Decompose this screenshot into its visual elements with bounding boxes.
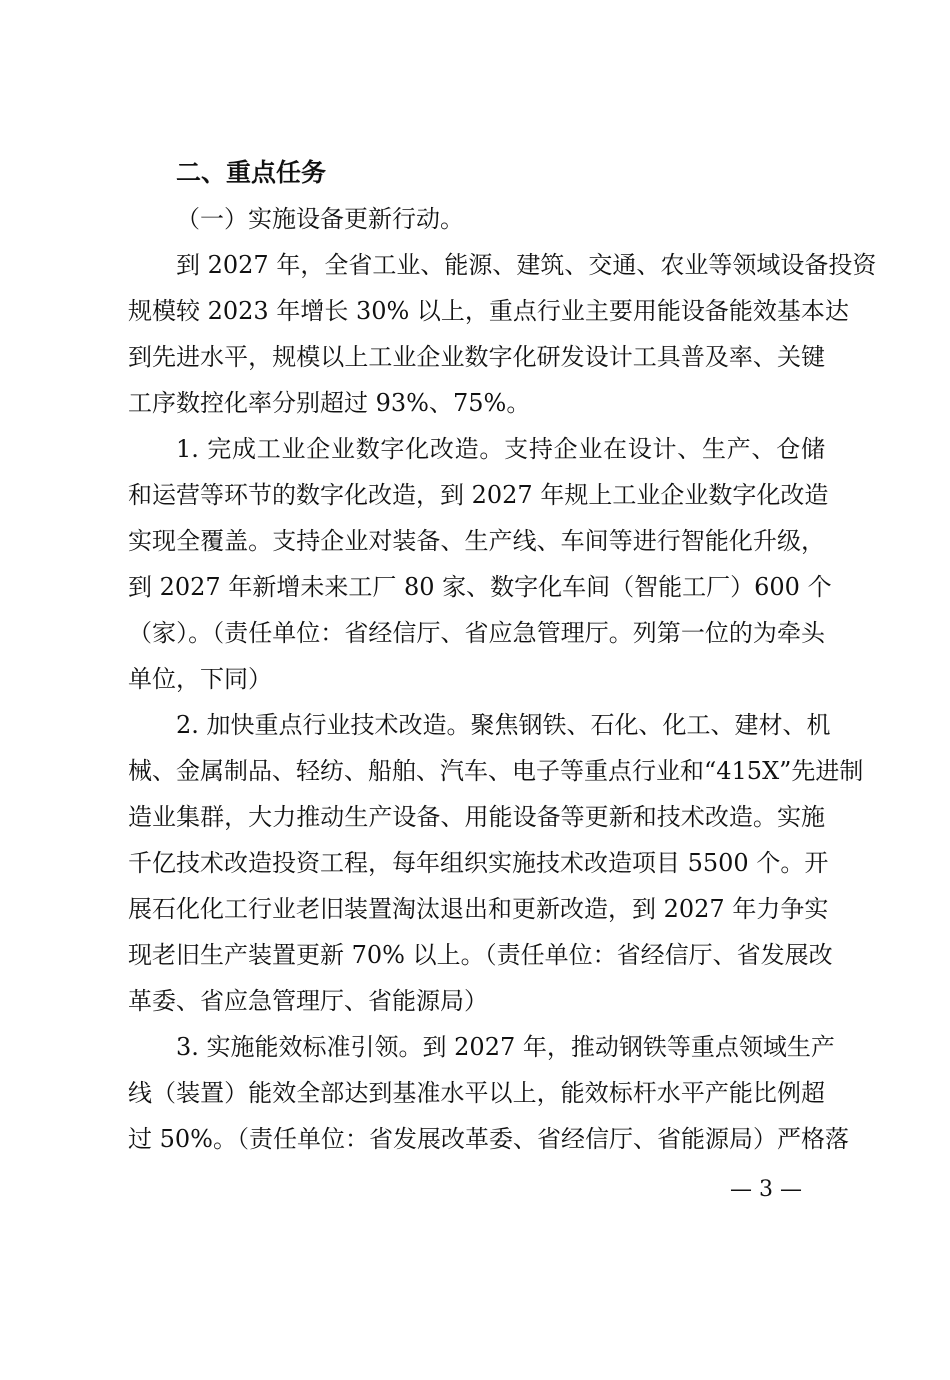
text-line: 1. 完成工业企业数字化改造。支持企业在设计、生产、仓储: [176, 435, 825, 463]
text-line: 千亿技术改造投资工程，每年组织实施技术改造项目 5500 个。开: [128, 849, 829, 877]
text-line: 展石化化工行业老旧装置淘汰退出和更新改造，到 2027 年力争实: [128, 895, 829, 923]
text-line: 2. 加快重点行业技术改造。聚焦钢铁、石化、化工、建材、机: [176, 711, 831, 739]
text-line: 造业集群，大力推动生产设备、用能设备等更新和技术改造。实施: [128, 803, 825, 831]
text-line: 现老旧生产装置更新 70% 以上。（责任单位：省经信厅、省发展改: [128, 941, 833, 969]
paragraph: [128, 242, 877, 426]
text-line: （家）。（责任单位：省经信厅、省应急管理厅。列第一位的为牵头: [128, 619, 825, 647]
text-line: 到 2027 年新增未来工厂 80 家、数字化车间（智能工厂）600 个: [128, 573, 832, 601]
text-line: 械、金属制品、轻纺、船舶、汽车、电子等重点行业和“415X”先进制: [128, 757, 864, 785]
paragraph: [128, 702, 864, 1024]
document-body: [128, 242, 877, 1162]
page-number: — 3 —: [730, 1177, 802, 1202]
text-line: 过 50%。（责任单位：省发展改革委、省经信厅、省能源局）严格落: [128, 1125, 849, 1153]
text-line: 规模较 2023 年增长 30% 以上，重点行业主要用能设备能效基本达: [128, 297, 849, 325]
subsection-title: （一）实施设备更新行动。: [176, 205, 464, 233]
text-line: 线（装置）能效全部达到基准水平以上，能效标杆水平产能比例超: [128, 1079, 825, 1107]
section-title: 二、重点任务: [176, 158, 327, 187]
text-line: 单位，下同）: [128, 665, 272, 693]
text-line: 到 2027 年，全省工业、能源、建筑、交通、农业等领域设备投资: [176, 251, 877, 279]
text-line: 到先进水平，规模以上工业企业数字化研发设计工具普及率、关键: [128, 343, 825, 371]
text-line: 实现全覆盖。支持企业对装备、生产线、车间等进行智能化升级，: [128, 527, 825, 555]
text-line: 3. 实施能效标准引领。到 2027 年，推动钢铁等重点领域生产: [176, 1033, 835, 1061]
text-line: 工序数控化率分别超过 93%、75%。: [128, 389, 531, 417]
paragraph: [128, 426, 832, 702]
paragraph: [128, 1024, 849, 1162]
document-page: [128, 150, 877, 1162]
text-line: 和运营等环节的数字化改造，到 2027 年规上工业企业数字化改造: [128, 481, 829, 509]
text-line: 革委、省应急管理厅、省能源局）: [128, 987, 488, 1015]
